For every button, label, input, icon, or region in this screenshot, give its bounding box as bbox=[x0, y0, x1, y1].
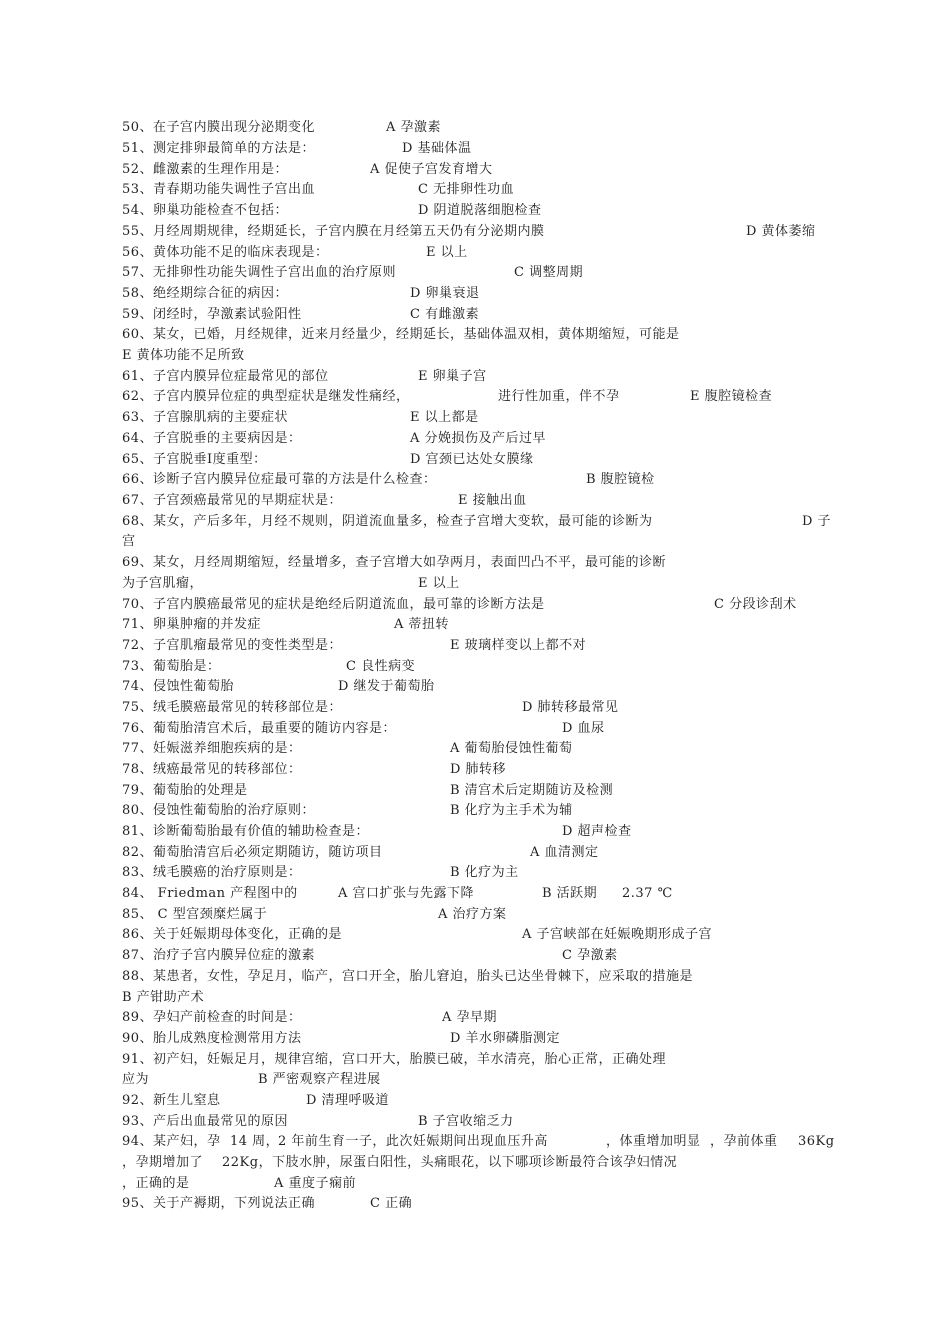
answer-63: E 以上都是 bbox=[410, 410, 479, 425]
question-94-part4: ，体重增加明显 bbox=[606, 1134, 701, 1149]
question-54: 54、卵巢功能检查不包括： bbox=[122, 203, 289, 218]
answer-74: D 继发于葡萄胎 bbox=[338, 679, 435, 694]
question-69: 69、某女，月经周期缩短，经量增多，查子宫增大如孕两月，表面凹凸不平，最可能的诊断 bbox=[122, 555, 667, 570]
answer-60: E 黄体功能不足所致 bbox=[122, 348, 245, 363]
answer-64: A 分娩损伤及产后过早 bbox=[410, 431, 547, 446]
question-64: 64、子宫脱垂的主要病因是： bbox=[122, 431, 302, 446]
question-93: 93、产后出血最常见的原因 bbox=[122, 1114, 289, 1129]
answer-65: D 宫颈已达处女膜缘 bbox=[410, 452, 534, 467]
answer-56: E 以上 bbox=[426, 245, 468, 260]
question-52: 52、雌激素的生理作用是： bbox=[122, 162, 289, 177]
question-77: 77、妊娠滋养细胞疾病的是： bbox=[122, 741, 302, 756]
answer-54: D 阴道脱落细胞检查 bbox=[418, 203, 542, 218]
answer-53: C 无排卵性功血 bbox=[418, 182, 515, 197]
question-94-line2-cont: 22Kg，下肢水肿，尿蛋白阳性，头痛眼花，以下哪项诊断最符合该孕妇情况 bbox=[222, 1155, 678, 1170]
answer-62: E 腹腔镜检查 bbox=[690, 389, 773, 404]
answer-73: C 良性病变 bbox=[346, 659, 416, 674]
answer-66: B 腹腔镜检 bbox=[586, 472, 655, 487]
question-61: 61、子宫内膜异位症最常见的部位 bbox=[122, 369, 329, 384]
answer-80: B 化疗为主手术为辅 bbox=[450, 803, 573, 818]
question-80: 80、侵蚀性葡萄胎的治疗原则： bbox=[122, 803, 316, 818]
answer-88: B 产钳助产术 bbox=[122, 990, 205, 1005]
answer-52: A 促使子宫发育增大 bbox=[370, 162, 493, 177]
question-74: 74、侵蚀性葡萄胎 bbox=[122, 679, 235, 694]
question-79: 79、葡萄胎的处理是 bbox=[122, 783, 248, 798]
question-50: 50、在子宫内膜出现分泌期变化 bbox=[122, 120, 316, 135]
answer-84a: A 宫口扩张与先露下降 bbox=[338, 886, 475, 901]
answer-55: D 黄体萎缩 bbox=[746, 224, 816, 239]
question-62: 62、子宫内膜异位症的典型症状是继发性痛经， bbox=[122, 389, 410, 404]
question-91: 91、初产妇，妊娠足月，规律宫缩，宫口开大，胎膜已破，羊水清亮，胎心正常，正确处理 bbox=[122, 1052, 667, 1067]
question-94-part3: 2 年前生育一子，此次妊娠期间出现血压升高 bbox=[278, 1134, 548, 1149]
question-94-line2: ，孕期增加了 bbox=[122, 1155, 204, 1170]
question-62-cont: 进行性加重，伴不孕 bbox=[498, 389, 620, 404]
question-94: 94、某产妇，孕 bbox=[122, 1134, 221, 1149]
question-87: 87、治疗子宫内膜异位症的激素 bbox=[122, 948, 316, 963]
question-94-line3: ，正确的是 bbox=[122, 1176, 190, 1191]
answer-57: C 调整周期 bbox=[514, 265, 584, 280]
question-91-cont: 应为 bbox=[122, 1072, 150, 1087]
answer-75: D 肺转移最常见 bbox=[522, 700, 619, 715]
question-95: 95、关于产褥期，下列说法正确 bbox=[122, 1196, 316, 1211]
question-76: 76、葡萄胎清宫术后，最重要的随访内容是： bbox=[122, 721, 397, 736]
answer-83: B 化疗为主 bbox=[450, 865, 519, 880]
question-73: 73、葡萄胎是： bbox=[122, 659, 221, 674]
question-86: 86、关于妊娠期母体变化，正确的是 bbox=[122, 927, 343, 942]
answer-93: B 子宫收缩乏力 bbox=[418, 1114, 514, 1129]
answer-51: D 基础体温 bbox=[402, 141, 472, 156]
answer-91: B 严密观察产程进展 bbox=[258, 1072, 381, 1087]
answer-68-cont: 宫 bbox=[122, 534, 136, 549]
question-53: 53、青春期功能失调性子宫出血 bbox=[122, 182, 316, 197]
answer-84c: 2.37 ℃ bbox=[622, 886, 673, 901]
question-90: 90、胎儿成熟度检测常用方法 bbox=[122, 1031, 302, 1046]
question-67: 67、子宫颈癌最常见的早期症状是： bbox=[122, 493, 343, 508]
question-56: 56、黄体功能不足的临床表现是： bbox=[122, 245, 329, 260]
question-81: 81、诊断葡萄胎最有价值的辅助检查是： bbox=[122, 824, 370, 839]
answer-89: A 孕早期 bbox=[442, 1010, 498, 1025]
question-63: 63、子宫腺肌病的主要症状 bbox=[122, 410, 289, 425]
question-88: 88、某患者，女性，孕足月，临产，宫口开全，胎儿窘迫，胎头已达坐骨棘下，应采取的措施是 bbox=[122, 969, 694, 984]
answer-58: D 卵巢衰退 bbox=[410, 286, 480, 301]
question-78: 78、绒癌最常见的转移部位： bbox=[122, 762, 302, 777]
answer-81: D 超声检查 bbox=[562, 824, 632, 839]
answer-90: D 羊水卵磷脂测定 bbox=[450, 1031, 561, 1046]
answer-50: A 孕激素 bbox=[386, 120, 442, 135]
question-60: 60、某女，已婚，月经规律，近来月经量少，经期延长，基础体温双相，黄体期缩短，可能是 bbox=[122, 327, 680, 342]
answer-76: D 血尿 bbox=[562, 721, 605, 736]
question-85: 85、 C 型宫颈糜烂属于 bbox=[122, 907, 268, 922]
question-55: 55、月经周期规律，经期延长，子宫内膜在月经第五天仍有分泌期内膜 bbox=[122, 224, 545, 239]
question-65: 65、子宫脱垂Ⅰ度重型： bbox=[122, 452, 267, 467]
answer-72: E 玻璃样变以上都不对 bbox=[450, 638, 587, 653]
question-51: 51、测定排卵最简单的方法是： bbox=[122, 141, 316, 156]
answer-77: A 葡萄胎侵蚀性葡萄 bbox=[450, 741, 573, 756]
answer-95: C 正确 bbox=[370, 1196, 413, 1211]
question-94-part6: 36Kg bbox=[798, 1134, 835, 1149]
answer-79: B 清宫术后定期随访及检测 bbox=[450, 783, 614, 798]
question-59: 59、闭经时，孕激素试验阳性 bbox=[122, 307, 302, 322]
answer-61: E 卵巢子宫 bbox=[418, 369, 487, 384]
answer-85: A 治疗方案 bbox=[438, 907, 507, 922]
answer-86: A 子宫峡部在妊娠晚期形成子宫 bbox=[522, 927, 713, 942]
question-72: 72、子宫肌瘤最常见的变性类型是： bbox=[122, 638, 343, 653]
question-66: 66、诊断子宫内膜异位症最可靠的方法是什么检查： bbox=[122, 472, 437, 487]
question-92: 92、新生儿窒息 bbox=[122, 1093, 221, 1108]
answer-92: D 清理呼吸道 bbox=[306, 1093, 390, 1108]
question-68: 68、某女，产后多年，月经不规则，阴道流血量多，检查子宫增大变软，最可能的诊断为 bbox=[122, 514, 653, 529]
answer-69: E 以上 bbox=[418, 576, 460, 591]
answer-84b: B 活跃期 bbox=[542, 886, 598, 901]
question-83: 83、绒毛膜癌的治疗原则是： bbox=[122, 865, 302, 880]
question-57: 57、无排卵性功能失调性子宫出血的治疗原则 bbox=[122, 265, 397, 280]
question-71: 71、卵巢肿瘤的并发症 bbox=[122, 617, 262, 632]
answer-94: A 重度子痫前 bbox=[274, 1176, 357, 1191]
answer-82: A 血清测定 bbox=[530, 845, 599, 860]
answer-78: D 肺转移 bbox=[450, 762, 507, 777]
answer-71: A 蒂扭转 bbox=[394, 617, 450, 632]
question-94-part2: 14 周， bbox=[230, 1134, 280, 1149]
answer-68: D 子 bbox=[802, 514, 832, 529]
question-82: 82、葡萄胎清宫后必须定期随访，随访项目 bbox=[122, 845, 383, 860]
question-94-part5: ，孕前体重 bbox=[710, 1134, 778, 1149]
question-58: 58、绝经期综合征的病因： bbox=[122, 286, 289, 301]
question-75: 75、绒毛膜癌最常见的转移部位是： bbox=[122, 700, 343, 715]
answer-67: E 接触出血 bbox=[458, 493, 527, 508]
answer-59: C 有雌激素 bbox=[410, 307, 480, 322]
answer-70: C 分段诊刮术 bbox=[714, 597, 797, 612]
question-70: 70、子宫内膜癌最常见的症状是绝经后阴道流血，最可靠的诊断方法是 bbox=[122, 597, 545, 612]
answer-87: C 孕激素 bbox=[562, 948, 618, 963]
question-89: 89、孕妇产前检查的时间是： bbox=[122, 1010, 302, 1025]
question-84: 84、 Friedman 产程图中的 bbox=[122, 886, 298, 901]
question-69-cont: 为子宫肌瘤， bbox=[122, 576, 204, 591]
